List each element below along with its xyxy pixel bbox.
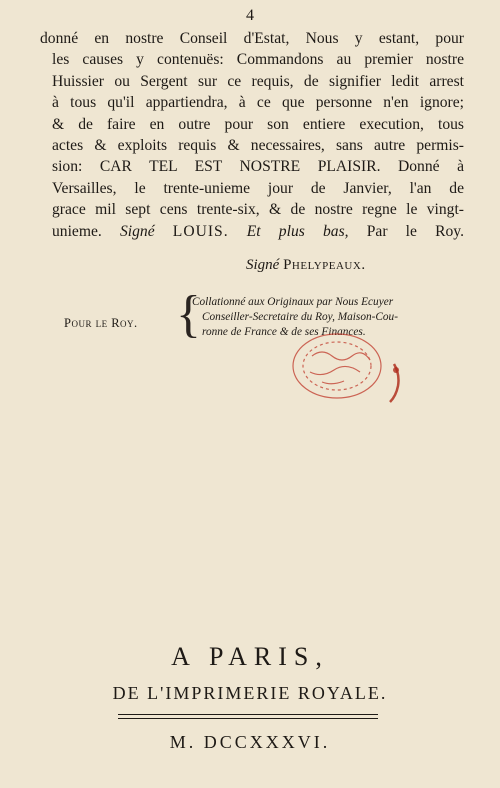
minister-name: Phelypeaux.: [283, 257, 366, 273]
king-name: LOUIS.: [172, 222, 229, 240]
collation-line: Conseiller-Secretaire du Roy, Maison-Cou-: [202, 311, 398, 323]
text-line: actes & exploits requis & necessaires, sans autre permis-: [52, 136, 464, 154]
decree-text: [40, 28, 464, 242]
divider-rule: [118, 714, 378, 715]
text-line: sion: CAR TEL EST NOSTRE PLAISIR. Donné à: [52, 158, 464, 176]
imprint-city: A PARIS,: [171, 642, 329, 671]
signature-prefix: unieme.: [52, 222, 102, 240]
et-plus-bas: Et plus bas,: [246, 222, 349, 240]
divider-rule-thin: [118, 718, 378, 719]
text-line: donné en nostre Conseil d'Estat, Nous y estant, pour: [40, 30, 464, 47]
red-seal-stamp-icon: [282, 326, 422, 416]
countersign-signe: Signé: [246, 257, 280, 273]
par-le-roy: Par le Roy.: [366, 222, 464, 240]
signe-label: Signé: [119, 222, 155, 240]
collation-line: ronne de France & de ses Finances.: [202, 326, 366, 338]
brace-glyph: {: [176, 286, 201, 343]
text-line: & de faire en outre pour son entiere execution, tous: [52, 115, 464, 133]
text-line: les causes y contenuës: Commandons au premier nostre: [52, 51, 464, 69]
text-line: grace mil sept cens trente-six, & de nostre regne le vingt-: [52, 201, 464, 219]
countersignature: [246, 257, 366, 274]
text-line: Huissier ou Sergent sur ce requis, de signifier ledit arrest: [52, 72, 464, 90]
page-number: 4: [246, 7, 254, 24]
pour-le-roy: Pour le Roy.: [64, 316, 138, 330]
imprint-year: M. DCCXXXVI.: [169, 732, 331, 752]
text-line: Versailles, le trente-unieme jour de Janvier, l'an de: [52, 179, 464, 197]
imprint-printer: DE L'IMPRIMERIE ROYALE.: [112, 683, 388, 703]
signature-line: [40, 221, 464, 242]
text-line: à tous qu'il appartiendra, à ce que personne n'en ignore;: [52, 94, 464, 112]
collation-line: Collationné aux Originaux par Nous Ecuyer: [192, 296, 394, 308]
